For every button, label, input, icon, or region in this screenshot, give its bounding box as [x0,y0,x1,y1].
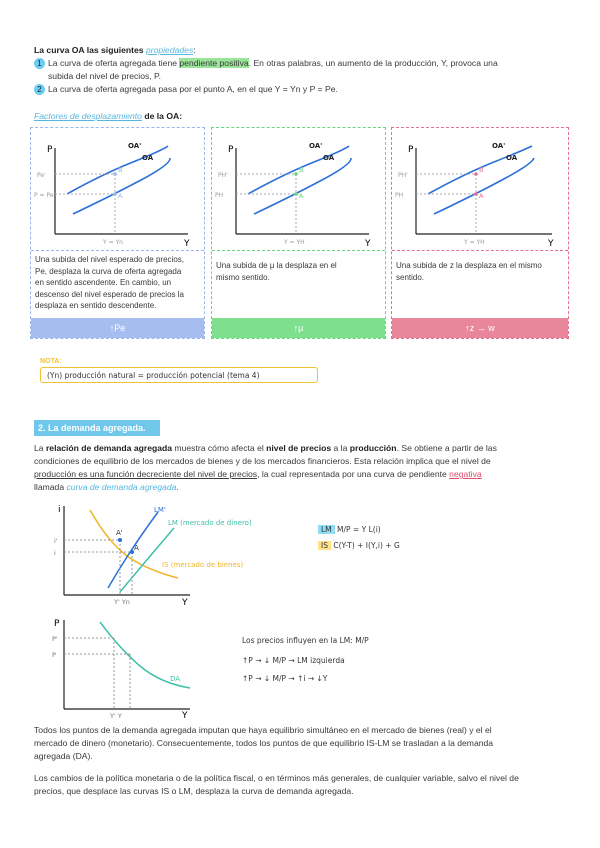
property-1-text-b: . En otras palabras, un aumento de la producción, Y, provoca una [248,58,498,68]
p1-line2: condiciones de equilibrio de los mercados de bienes y de los mercados financieros. Esta relación implica que el nivel de [34,456,491,466]
oa-label: OA [142,154,154,162]
da-paragraph-3 [34,772,579,798]
da-paragraph-2 [34,724,579,763]
oa-y-tick: Y = YH [464,239,485,246]
property-1 [34,57,574,70]
lm-equation [318,525,381,534]
point-a [474,192,478,196]
p1-line3a: producción es una función decreciente del nivel de precios [34,469,258,479]
shift-panel-2 [211,127,386,339]
caption-line: sentido. [396,272,425,282]
factors-link[interactable]: Factores de desplazamiento [34,111,142,121]
islm-i-tick-1: i' [54,537,58,545]
da-p-tick-1: P' [52,635,58,643]
oa-title [34,44,196,57]
oa-p-tick-1: PH' [398,172,408,179]
p1-b: relación de demanda agregada [45,443,173,453]
da-p-tick-2: P [52,651,56,659]
properties-link[interactable]: propiedades [145,45,194,55]
p1-line4c: . [176,482,179,492]
panel-factor-bar: ↑Pe [31,318,204,338]
is-tag: IS [318,541,331,550]
oa-graph-1 [33,134,204,252]
p1-f: producción [349,443,397,453]
section-2-heading: 2. La demanda agregada. [34,420,160,436]
is-label: IS (mercado de bienes) [162,561,244,569]
point-a-prime [118,538,122,542]
p2-line1: Todos los puntos de la demanda agregada imputan que haya equilibrio simultáneo en el mercado de bienes (real) y el el [34,725,492,735]
panel-caption [35,254,200,312]
shift-panel-1 [30,127,205,339]
panel-caption [396,260,564,283]
oa-y-tick: Y = Yn [103,239,123,246]
number-1-icon: 1 [34,58,45,69]
caption-line: descenso del nivel esperado de precios la [35,289,184,299]
lm-tag: LM [318,525,335,534]
highlight-positive-slope: pendiente positiva [179,58,249,68]
da-note-3: ↑P → ↓ M/P → ↑i → ↓Y [242,674,328,683]
note-box: (Yn) producción natural = producción potencial (tema 4) [40,367,318,383]
oa-p-tick-1: PH' [218,172,228,179]
oa-label: OA [506,154,518,162]
oa-a-label: A [479,192,484,200]
da-note-2: ↑P → ↓ M/P → LM izquierda [242,656,345,665]
oa-a-label: A [118,192,123,200]
panel-divider [212,250,385,251]
caption-line: en sentido ascendente. En cambio, un [35,278,172,287]
point-a [294,192,298,196]
islm-a-label: A [134,544,139,552]
property-1-text-a: La curva de oferta agregada tiene [48,58,177,68]
oa-b-label: B [299,166,304,174]
oa-title-text: La curva OA las siguientes [34,45,144,55]
oa-p-tick-2: PH [215,192,224,199]
p1-da-term: curva de demanda agregada [66,482,177,492]
panel-divider [31,250,204,251]
caption-line: Una subida de μ la desplaza en el [216,261,337,270]
caption-line: desplaza en sentido descendente. [35,301,157,310]
da-paragraph-1 [34,442,574,494]
property-1-cont: subida del nivel de precios, P. [48,71,162,81]
oa-prime-label: OA' [128,142,142,150]
islm-y-label: Y [182,598,188,608]
p1-negative: negativa [449,469,482,479]
islm-i-tick-2: i [54,549,56,557]
oa-a-label: A [299,192,304,200]
da-y-label: Y [182,711,188,720]
point-b [113,172,117,176]
note-label: NOTA: [40,358,62,365]
oa-y-label: Y [184,239,190,249]
oa-y-tick: Y = YH [284,239,305,246]
panel-caption [216,260,381,283]
oa-p-tick-1: Pe' [37,172,46,179]
property-2 [34,83,338,96]
islm-graph [50,500,310,608]
islm-y-tick: Y' Yn [114,598,130,606]
property-2-text: La curva de oferta agregada pasa por el punto A, en el que Y = Yn y P = Pe. [48,84,338,94]
oa-b-label: B [479,166,484,174]
oa-p-label: P [228,145,234,155]
da-p-label: P [54,619,60,629]
p1-line3b: , la cual representada por una curva de pendiente [257,469,450,479]
p3-line1: Los cambios de la política monetaria o de la política fiscal, o en términos más generales, de cualquier variable, salvo el nivel de [34,773,519,783]
factors-heading [34,110,182,123]
oa-p-label: P [47,145,53,155]
factors-heading-rest: de la OA: [141,111,183,121]
oa-y-label: Y [548,239,554,249]
oa-title-colon: : [193,45,196,55]
p1-line4a: llamada [34,482,67,492]
p3-line2: precios, que desplace las curvas IS o LM, desplaza la curva de demanda agregada. [34,786,354,796]
caption-line: Una subida de z la desplaza en el mismo [396,261,542,270]
caption-line: Pe, desplaza la curva de oferta agregada [35,266,182,276]
oa-p-label: P [408,145,414,155]
p1-d: nivel de precios [266,443,332,453]
oa-graph-3 [394,134,568,252]
da-curve-label: DA [170,675,181,683]
caption-line: Una subida del nivel esperado de precios, [35,255,184,264]
lm-equation-text: M/P = Y L(i) [337,525,381,534]
lm-label: LM (mercado de dinero) [168,519,252,527]
oa-y-label: Y [365,239,371,249]
lm-curve [120,528,174,592]
is-equation-text: C(Y-T) + I(Y,i) + G [333,541,400,550]
oa-p-tick-2: P = Pe [34,192,54,199]
p1-c: muestra cómo afecta el [172,443,267,453]
oa-graph-2 [214,134,385,252]
oa-prime-label: OA' [309,142,323,150]
point-a [113,192,117,196]
da-note-1: Los precios influyen en la LM: M/P [242,636,369,645]
oa-label: OA [323,154,335,162]
point-b [294,172,298,176]
is-equation [318,541,400,550]
lm-prime-label: LM' [154,506,166,514]
da-y-tick: Y' Y [110,712,122,720]
number-2-icon: 2 [34,84,45,95]
p1-a: La [34,443,46,453]
panel-factor-bar: ↑z → w [392,318,568,338]
p2-line2: mercado de dinero (monetario). Consecuentemente, todos los puntos de que equilibrio IS-LM se trasladan a la demanda [34,738,494,748]
panel-factor-bar: ↑μ [212,318,385,338]
islm-i-label: i [58,505,61,515]
da-graph [50,614,220,720]
caption-line: mismo sentido. [216,272,270,282]
oa-prime-label: OA' [492,142,506,150]
panel-divider [392,250,568,251]
islm-a-prime-label: A' [116,529,123,537]
p1-g: . Se obtiene a partir de las [396,443,497,453]
p1-e: a la [331,443,350,453]
shift-panel-3 [391,127,569,339]
oa-p-tick-2: PH [395,192,404,199]
oa-b-label: B [118,166,123,174]
p2-line3: agregada (DA). [34,751,93,761]
point-b [474,172,478,176]
